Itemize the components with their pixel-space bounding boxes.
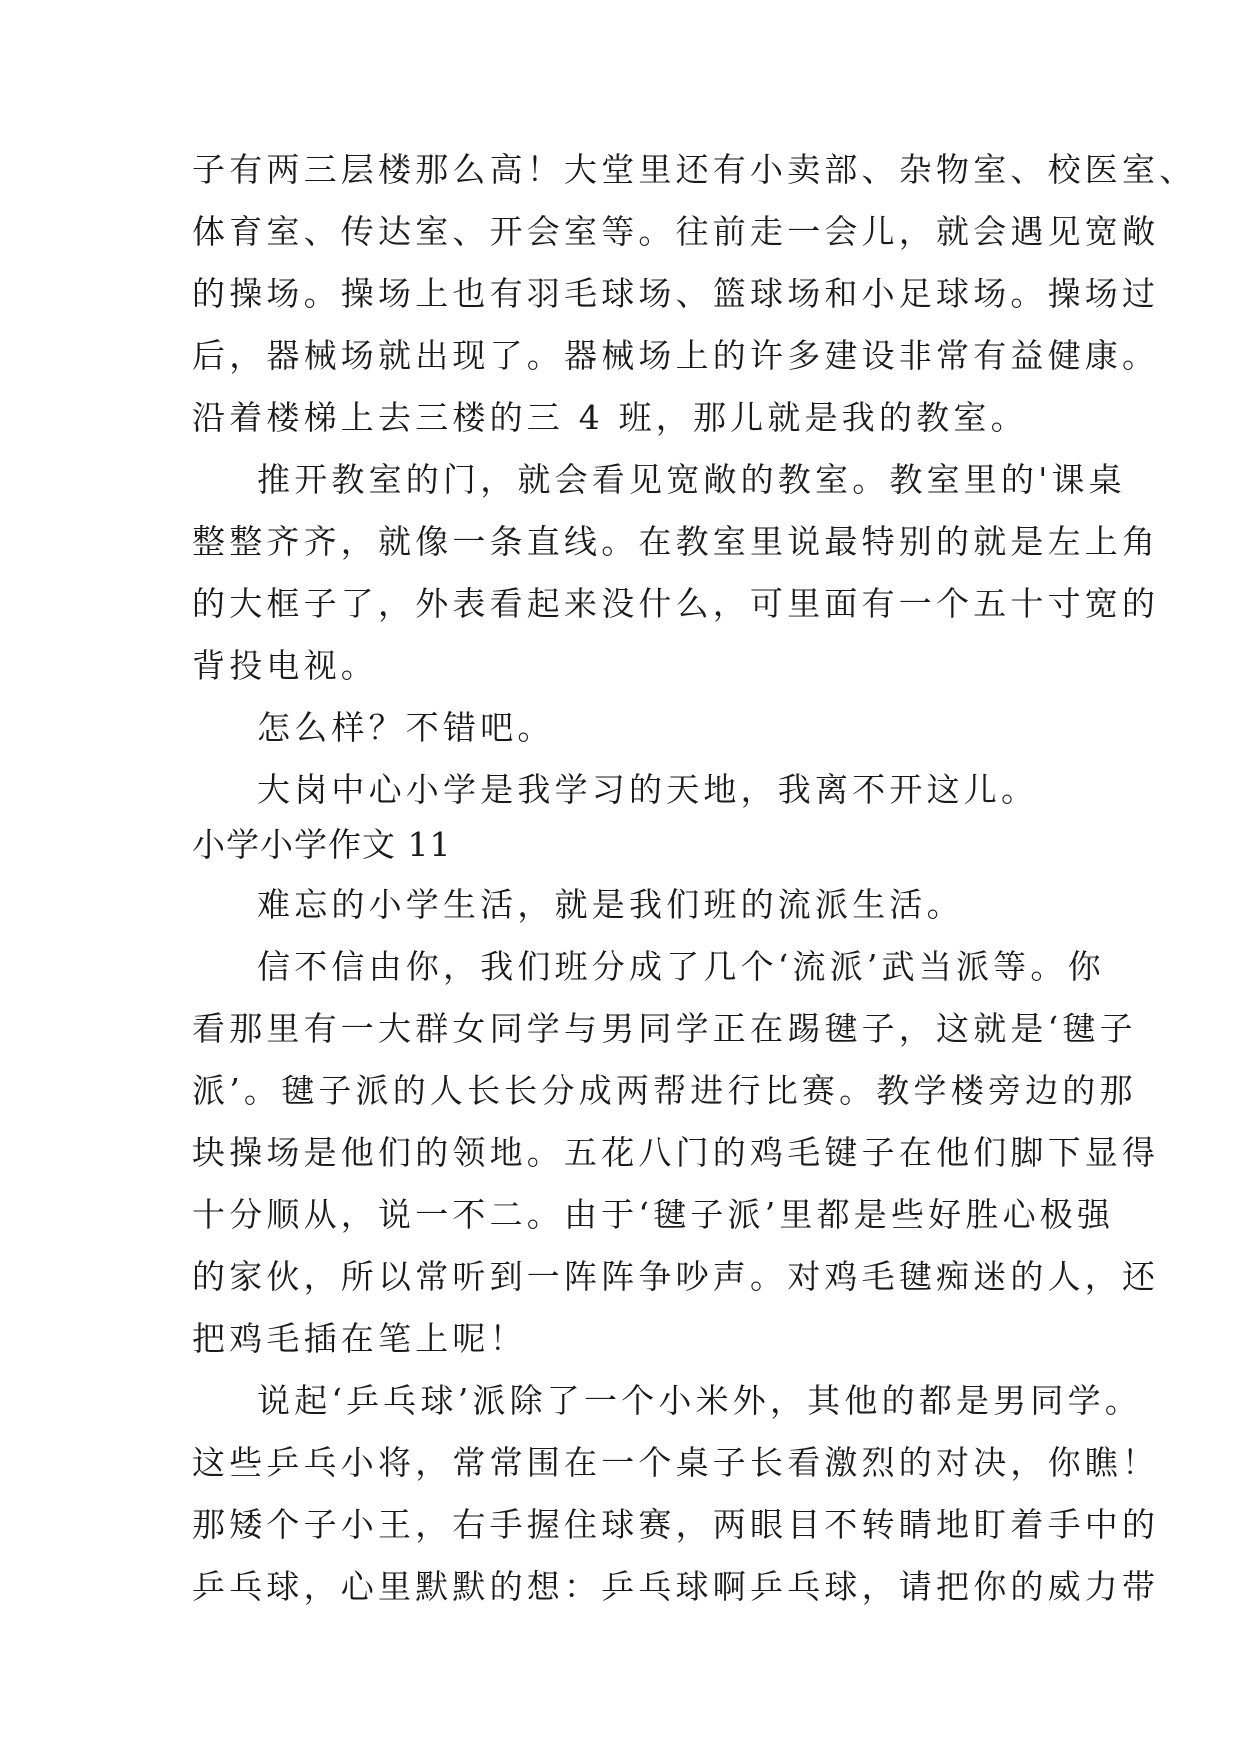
text-line: 的操场。操场上也有羽毛球场、篮球场和小足球场。操场过 <box>192 274 1160 313</box>
text-line: 体育室、传达室、开会室等。往前走一会儿，就会遇见宽敞 <box>192 212 1160 251</box>
paragraph-start-line: 难忘的小学生活，就是我们班的流派生活。 <box>257 885 964 924</box>
text-line: 后，器械场就出现了。器械场上的许多建设非常有益健康。 <box>192 336 1160 375</box>
text-line: 的大框子了，外表看起来没什么，可里面有一个五十寸宽的 <box>192 584 1160 623</box>
text-line: 派’。毽子派的人长长分成两帮进行比赛。教学楼旁边的那 <box>192 1071 1137 1110</box>
text-line: 这些乒乓小将，常常围在一个桌子长看激烈的对决，你瞧！ <box>192 1443 1160 1482</box>
text-line: 那矮个子小王，右手握住球赛，两眼目不转睛地盯着手中的 <box>192 1505 1160 1544</box>
text-line: 块操场是他们的领地。五花八门的鸡毛键子在他们脚下显得 <box>192 1133 1160 1172</box>
paragraph-start-line: 推开教室的门，就会看见宽敞的教室。教室里的'课桌 <box>257 460 1126 499</box>
text-line: 子有两三层楼那么高！大堂里还有小卖部、杂物室、校医室、 <box>192 150 1197 189</box>
text-line: 沿着楼梯上去三楼的三 4 班，那儿就是我的教室。 <box>192 398 1028 437</box>
text-line: 乒乓球，心里默默的想：乒乓球啊乒乓球，请把你的威力带 <box>192 1567 1160 1606</box>
paragraph-start-line: 信不信由你，我们班分成了几个‘流派’武当派等。你 <box>257 947 1105 986</box>
paragraph-start-line: 大岗中心小学是我学习的天地，我离不开这儿。 <box>257 770 1039 809</box>
text-line: 背投电视。 <box>192 646 378 685</box>
text-line: 把鸡毛插在笔上呢！ <box>192 1319 527 1358</box>
text-line: 整整齐齐，就像一条直线。在教室里说最特别的就是左上角 <box>192 522 1160 561</box>
paragraph-start-line: 怎么样？不错吧。 <box>257 708 555 747</box>
paragraph-start-line: 说起‘乒乓球’派除了一个小米外，其他的都是男同学。 <box>257 1381 1142 1420</box>
text-line: 的家伙，所以常听到一阵阵争吵声。对鸡毛毽痴迷的人，还 <box>192 1257 1160 1296</box>
text-line: 看那里有一大群女同学与男同学正在踢毽子，这就是‘毽子 <box>192 1009 1137 1048</box>
text-line: 十分顺从，说一不二。由于‘毽子派’里都是些好胜心极强 <box>192 1195 1115 1234</box>
section-heading: 小学小学作文 11 <box>192 825 452 864</box>
